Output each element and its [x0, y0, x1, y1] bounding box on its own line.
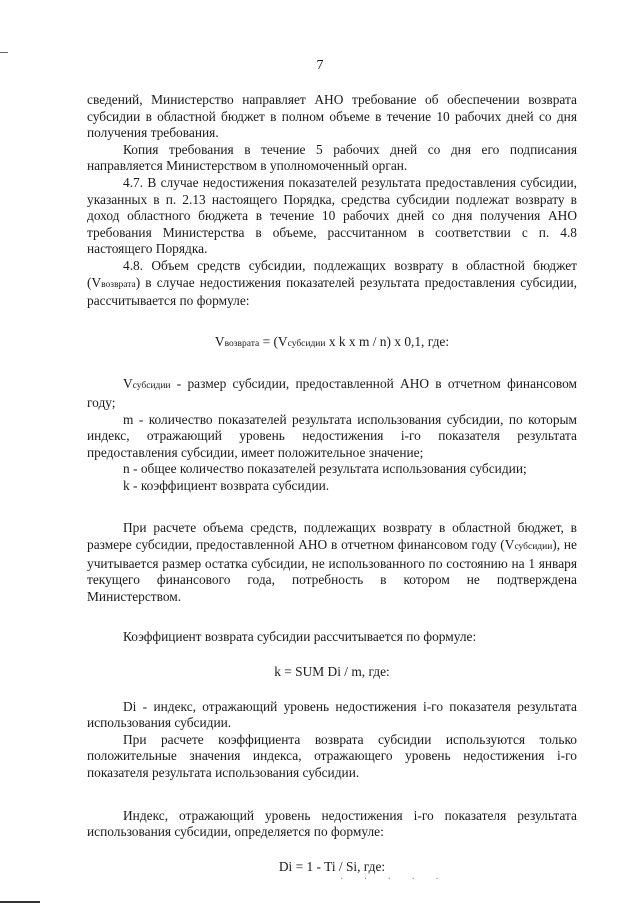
- formula-v-return: Vвозврата = (Vсубсидии x k x m / n) x 0,1, где:: [214, 333, 450, 349]
- paragraph-calculation-note: При расчете объема средств, подлежащих возврату в областной бюджет, в размере субсидии, предоставленной АНО в отчетном финансовом году (Vсубсидии), не учитывается размер остатка субсидии, не использованного по состоянию на 1 января текущего финансового года, потребность в котором не подтверждена Министерством.: [87, 520, 577, 604]
- paragraph-coefficient-intro: Коэффициент возврата субсидии рассчитывается по формуле:: [123, 629, 477, 645]
- page-number: 7: [316, 58, 324, 73]
- paragraph-positive-values: При расчете коэффициента возврата субсидии используются только положительные значения индекса, отражающего уровень недостижения i-го показателя результата использования субсидии.: [87, 731, 577, 780]
- paragraph-continuation: сведений, Министерство направляет АНО требование об обеспечении возврата субсидии в областной бюджет в полном объеме в течение 10 рабочих дней со дня получения требования.: [87, 92, 577, 141]
- definition-n: n - общее количество показателей результата использования субсидии;: [123, 461, 527, 477]
- definition-di: Di - индекс, отражающий уровень недостижения i-го показателя результата использования субсидии.: [87, 698, 577, 731]
- definition-m: m - количество показателей результата использования субсидии, по которым индекс, отражающий уровень недостижения i-го показателя результата предоставления субсидии, имеет положительное значение;: [87, 411, 577, 460]
- definition-v-subsidy: Vсубсидии - размер субсидии, предоставленной АНО в отчетном финансовом году;: [87, 376, 577, 410]
- paragraph-4-7: 4.7. В случае недостижения показателей результата предоставления субсидии, указанных в п. 2.13 настоящего Порядка, средства субсидии подлежат возврату в доход областного бюджета в течение 10 рабочих дней со дня получения АНО требования Министерства в объеме, рассчитанном в соответствии с п. 4.8 настоящего Порядка.: [87, 174, 577, 257]
- scan-footer-mark: [0, 901, 40, 903]
- scan-corner-mark: [0, 52, 8, 53]
- formula-di: Di = 1 - Ti / Si, где:: [278, 858, 386, 874]
- formula-k: k = SUM Di / m, где:: [274, 664, 390, 680]
- paragraph-index-intro: Индекс, отражающий уровень недостижения i-го показателя результата использования субсидии, определяется по формуле:: [87, 807, 577, 840]
- definition-k: k - коэффициент возврата субсидии.: [123, 477, 330, 493]
- paragraph-4-8: 4.8. Объем средств субсидии, подлежащих возврату в областной бюджет (Vвозврата) в случае недостижения показателей результата предоставления субсидии, рассчитывается по формуле:: [87, 257, 577, 309]
- scan-dots: · · · · ·: [340, 874, 448, 885]
- document-body: [87, 92, 577, 875]
- paragraph-copy-requirement: Копия требования в течение 5 рабочих дней со дня его подписания направляется Министерством в уполномоченный орган.: [87, 141, 577, 174]
